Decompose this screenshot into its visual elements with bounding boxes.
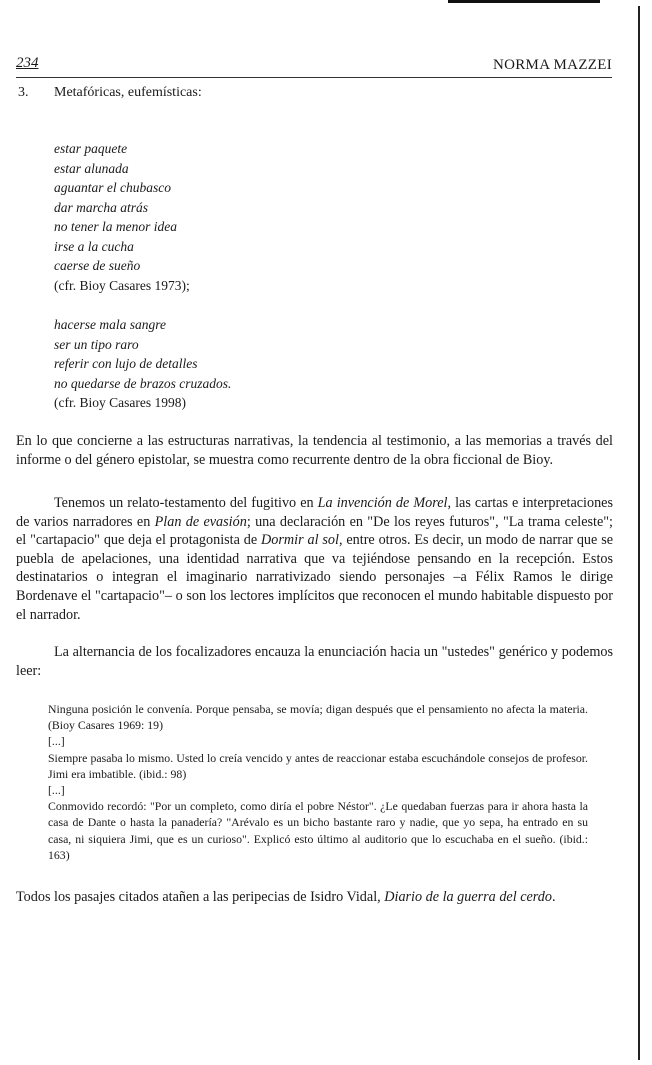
text-run: ; una declaración en "De los reyes futuros", "La trama celeste"; el "cartapacio" que deja el protagonista de <box>16 513 613 549</box>
block-quote <box>48 701 588 863</box>
expression-list-1 <box>54 139 190 295</box>
list-item: caerse de sueño <box>54 258 141 273</box>
list-item: estar paquete <box>54 141 128 156</box>
text-run: , las cartas e interpretaciones de varios narradores en <box>16 495 613 530</box>
quote-ellipsis: [...] <box>48 734 65 749</box>
text-run: Tenemos un relato-testamento del fugitivo en <box>54 495 318 511</box>
quote-passage: Conmovido recordó: "Por un completo, como diría el pobre Néstor". ¿Le quedaban fuerzas para ir ahora hasta la casa de Dante o hasta la panadería? "Arévalo es un bicho bastante raro y nadie, que yo sepa, ha entrado en su casa, ni siquiera Jimi, que es un curioso". Explicó esto último al auditorio que lo escuchaba en el sueño. (ibid.: 163) <box>48 799 588 862</box>
list-item: no tener la menor idea <box>54 219 177 234</box>
section-number: 3. <box>18 85 29 100</box>
body-paragraph-1: En lo que concierne a las estructuras narrativas, la tendencia al testimonio, a las memorias a través del informe o del género epistolar, se muestra como recurrente dentro de la obra ficcional de Bioy. <box>16 433 613 468</box>
scan-edge-top-rule <box>448 0 600 3</box>
list-citation: (cfr. Bioy Casares 1998) <box>54 395 186 410</box>
list-item: dar marcha atrás <box>54 199 149 215</box>
work-title: Plan de evasión <box>154 513 247 530</box>
section-heading <box>18 85 202 101</box>
section-title: Metafóricas, eufemísticas: <box>54 85 202 100</box>
work-title: Diario de la guerra del cerdo <box>384 889 552 905</box>
list-item: referir con lujo de detalles <box>54 356 198 371</box>
work-title: Dormir al sol <box>261 532 339 549</box>
list-item: estar alunada <box>54 160 129 176</box>
quote-passage: Ninguna posición le convenía. Porque pensaba, se movía; digan después que el pensamiento no afecta la materia. (Bioy Casares 1969: 19) <box>48 702 588 733</box>
text-run: , entre otros. Es decir, un modo de narrar que se puebla de apelaciones, una identidad narrativa que va tejiéndose pensando en la recepción. Estos destinatarios o integran el imaginario narrativizado siendo personajes –a Félix Ramos le dirige Bordenave el "cartapacio"– o son los lectores implícitos que reconocen el mundo habitable dispuesto por el narrador. <box>16 532 614 623</box>
expression-list-2 <box>54 315 231 413</box>
list-item: aguantar el chubasco <box>54 180 171 195</box>
quote-passage: Siempre pasaba lo mismo. Usted lo creía vencido y antes de reaccionar estaba escuchándole consejos de profesor. Jimi era imbatible. (ibid.: 98) <box>48 750 588 781</box>
list-item: hacerse mala sangre <box>54 317 166 332</box>
work-title: La invención de Morel <box>317 495 448 511</box>
list-item: ser un tipo raro <box>54 336 139 352</box>
scan-edge-right-rule <box>638 6 640 1060</box>
list-item: irse a la cucha <box>54 238 134 254</box>
body-paragraph-4 <box>16 888 613 907</box>
page-header <box>16 55 612 78</box>
text-run: . <box>551 889 556 905</box>
list-citation: (cfr. Bioy Casares 1973); <box>54 277 190 293</box>
text-run: Todos los pasajes citados atañen a las peripecias de Isidro Vidal, <box>16 889 385 905</box>
list-item: no quedarse de brazos cruzados. <box>54 375 232 391</box>
running-head-author: NORMA MAZZEI <box>492 57 612 73</box>
page-number: 234 <box>16 55 39 71</box>
body-paragraph-2 <box>16 494 613 624</box>
quote-ellipsis: [...] <box>48 783 65 798</box>
body-paragraph-3: La alternancia de los focalizadores encauza la enunciación hacia un "ustedes" genérico y podemos leer: <box>16 644 613 679</box>
